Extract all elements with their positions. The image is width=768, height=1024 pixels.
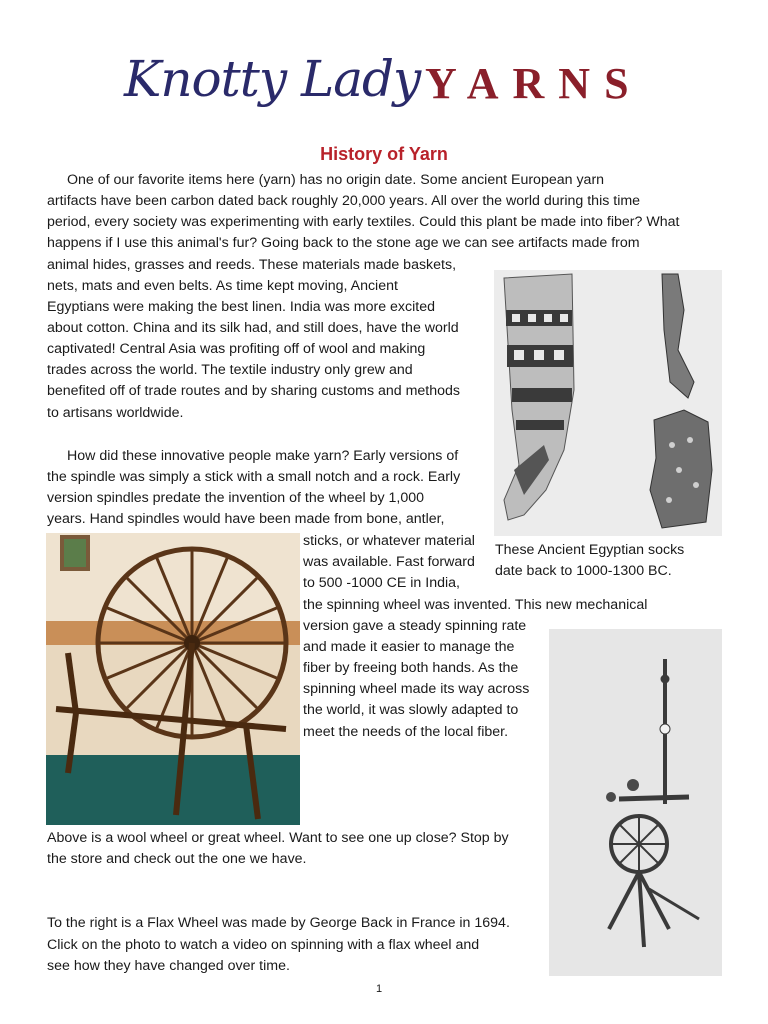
text-line: One of our favorite items here (yarn) has no origin date. Some ancient European yarn <box>67 172 605 188</box>
text-line: was available. Fast forward <box>303 554 475 570</box>
text-line: happens if I use this animal's fur? Going back to the stone age we can see artifacts made from <box>47 235 640 251</box>
text-line: the store and check out the one we have. <box>47 851 307 867</box>
text-line: the spinning wheel was invented. This new mechanical <box>303 597 648 613</box>
text-line: trades across the world. The textile industry only grew and <box>47 362 413 378</box>
text-line: Egyptians were making the best linen. India was more excited <box>47 299 435 315</box>
text-line: artifacts have been carbon dated back roughly 20,000 years. All over the world during this time <box>47 193 641 209</box>
text-line: Above is a wool wheel or great wheel. Want to see one up close? Stop by <box>47 830 509 846</box>
logo-yarns-text: YARNS <box>425 59 643 108</box>
logo-script-text: Knotty Lady <box>124 50 421 108</box>
socks-caption-line: These Ancient Egyptian socks <box>495 542 685 558</box>
text-line: the spindle was simply a stick with a small notch and a rock. Early <box>47 469 461 485</box>
text-line: and made it easier to manage the <box>303 639 515 655</box>
text-line: the world, it was slowly adapted to <box>303 702 519 718</box>
text-line: nets, mats and even belts. As time kept moving, Ancient <box>47 278 398 294</box>
text-line: sticks, or whatever material <box>303 533 475 549</box>
egyptian-socks-photo <box>494 270 722 536</box>
page-title: History of Yarn <box>320 144 448 164</box>
text-line: captivated! Central Asia was profiting off of wool and making <box>47 341 426 357</box>
text-line: animal hides, grasses and reeds. These materials made baskets, <box>47 257 457 273</box>
socks-caption-line: date back to 1000-1300 BC. <box>495 563 672 579</box>
text-line: meet the needs of the local fiber. <box>303 724 509 740</box>
text-line: years. Hand spindles would have been made from bone, antler, <box>47 511 445 527</box>
text-line: to 500 -1000 CE in India, <box>303 575 460 591</box>
text-line: How did these innovative people make yarn? Early versions of <box>67 448 459 464</box>
text-line: period, every society was experimenting with early textiles. Could this plant be made into fiber? What <box>47 214 680 230</box>
text-line: Click on the photo to watch a video on spinning with a flax wheel and <box>47 937 480 953</box>
text-line: benefited off of trade routes and by sharing customs and methods <box>47 383 461 399</box>
text-line: fiber by freeing both hands. As the <box>303 660 519 676</box>
text-line: spinning wheel made its way across <box>303 681 530 697</box>
text-line: version spindles predate the invention of the wheel by 1,000 <box>47 490 425 506</box>
text-line: see how they have changed over time. <box>47 958 290 974</box>
flax-wheel-photo[interactable] <box>549 629 722 976</box>
text-line: To the right is a Flax Wheel was made by George Back in France in 1694. <box>47 915 510 931</box>
text-line: to artisans worldwide. <box>47 405 184 421</box>
text-line: about cotton. China and its silk had, and still does, have the world <box>47 320 459 336</box>
great-wheel-photo <box>46 533 300 825</box>
text-line: version gave a steady spinning rate <box>303 618 527 634</box>
page-number: 1 <box>376 983 383 995</box>
brand-logo <box>120 50 650 120</box>
